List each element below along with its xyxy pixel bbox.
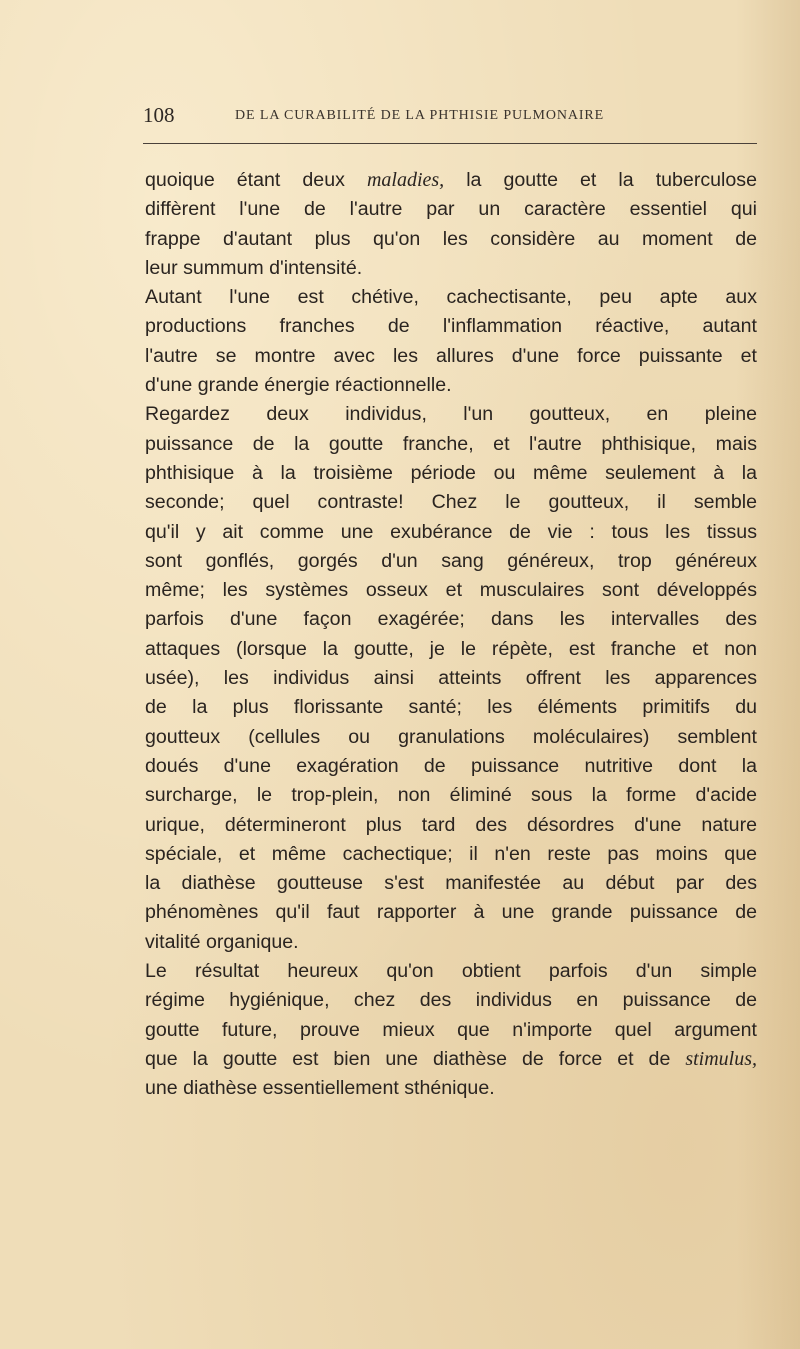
text-line: attaques (lorsque la goutte, je le répète, est franche et non [145,637,757,660]
text-line: l'autre se montre avec les allures d'une force puissante et [145,344,757,367]
text-line: d'une grande énergie réactionnelle. [145,374,452,397]
text-line: de la plus florissante santé; les éléments primitifs du [145,696,757,719]
text-line: doués d'une exagération de puissance nutritive dont la [145,754,757,777]
text-line: même; les systèmes osseux et musculaires sont développés [145,579,757,602]
text-line: usée), les individus ainsi atteints offrent les apparences [145,667,757,690]
body-text [145,166,757,1104]
text-line: seconde; quel contraste! Chez le goutteux, il semble [145,491,757,514]
text-line: urique, détermineront plus tard des désordres d'une nature [145,813,757,836]
page-header [143,103,757,131]
text-line: phénomènes qu'il faut rapporter à une grande puissance de [145,901,757,924]
running-head: DE LA CURABILITÉ DE LA PHTHISIE PULMONAIRE [235,108,605,123]
text-line: que la goutte est bien une diathèse de force et de stimulus, [145,1047,757,1070]
text-line: vitalité organique. [145,930,299,953]
text-line: goutteux (cellules ou granulations moléculaires) semblent [145,725,757,748]
text-line: qu'il y ait comme une exubérance de vie : tous les tissus [145,520,757,543]
text-line: surcharge, le trop-plein, non éliminé sous la forme d'acide [145,784,757,807]
text-line: sont gonflés, gorgés d'un sang généreux, trop généreux [145,549,757,572]
text-line: Regardez deux individus, l'un goutteux, en pleine [145,403,757,426]
text-line: phthisique à la troisième période ou même seulement à la [145,461,757,484]
text-line: quoique étant deux maladies, la goutte et la tuberculose [145,169,757,191]
text-line: Le résultat heureux qu'on obtient parfois d'un simple [145,960,757,983]
text-line: puissance de la goutte franche, et l'autre phthisique, mais [145,432,757,455]
text-line: parfois d'une façon exagérée; dans les intervalles des [145,608,757,631]
text-line: goutte future, prouve mieux que n'importe quel argument [145,1018,757,1041]
page-number: 108 [143,103,175,127]
text-line: diffèrent l'une de l'autre par un caractère essentiel qui [145,198,757,221]
text-line: frappe d'autant plus qu'on les considère au moment de [145,227,757,250]
header-rule [143,143,757,144]
text-line: la diathèse goutteuse s'est manifestée au début par des [145,872,757,895]
emphasis: stimulus, [685,1047,757,1070]
text-line: spéciale, et même cachectique; il n'en reste pas moins que [145,842,757,865]
text-line: régime hygiénique, chez des individus en puissance de [145,989,757,1012]
emphasis: maladies, [366,169,445,191]
text-line: une diathèse essentiellement sthénique. [145,1077,495,1100]
text-line: productions franches de l'inflammation réactive, autant [145,315,757,338]
text-line: Autant l'une est chétive, cachectisante, peu apte aux [145,286,757,309]
text-line: leur summum d'intensité. [145,256,363,279]
